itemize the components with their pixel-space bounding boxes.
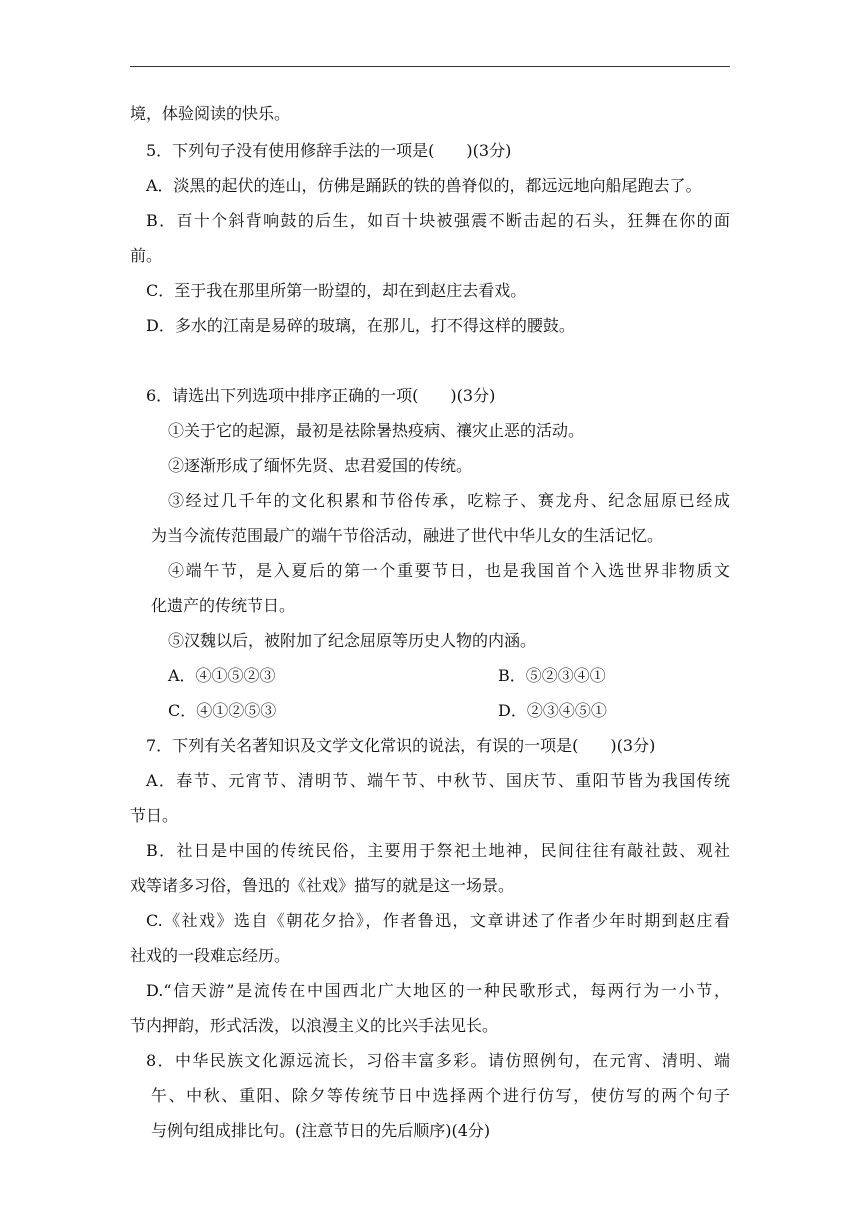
question-6-stem: 6．请选出下列选项中排序正确的一项( )(3分) [146, 386, 496, 405]
question-7-option-c-cont: 社戏的一段难忘经历。 [130, 946, 291, 965]
question-8-stem: 8．中华民族文化源远流长，习俗丰富多彩。请仿照例句，在元宵、清明、端 [146, 1051, 730, 1070]
question-6-item-3-cont: 为当今流传范围最广的端午节俗活动，融进了世代中华儿女的生活记忆。 [151, 526, 664, 545]
question-6-item-1: ①关于它的起源，最初是祛除暑热疫病、禳灾止恶的活动。 [168, 421, 585, 440]
question-5-option-a: A．淡黑的起伏的连山，仿佛是踊跃的铁的兽脊似的，都远远地向船尾跑去了。 [146, 176, 702, 195]
text-line: 境，体验阅读的快乐。 [130, 104, 291, 123]
question-8-stem-cont-2: 与例句组成排比句。(注意节日的先后顺序)(4分) [151, 1121, 491, 1140]
question-7-stem: 7．下列有关名著知识及文学文化常识的说法，有误的一项是( )(3分) [146, 736, 656, 755]
question-6-option-a: A．④①⑤②③ [168, 666, 276, 685]
question-6-item-3: ③经过几千年的文化积累和节俗传承，吃粽子、赛龙舟、纪念屈原已经成 [168, 491, 730, 510]
question-6-option-b: B．⑤②③④① [498, 666, 606, 685]
question-5-option-c: C．至于我在那里所第一盼望的，却在到赵庄去看戏。 [146, 281, 527, 300]
question-6-item-4-cont: 化遗产的传统节日。 [151, 596, 296, 615]
question-5-option-b: B．百十个斜背响鼓的后生，如百十块被强震不断击起的石头，狂舞在你的面 [146, 211, 730, 230]
question-6-option-c: C．④①②⑤③ [168, 701, 277, 720]
question-7-option-b-cont: 戏等诸多习俗，鲁迅的《社戏》描写的就是这一场景。 [130, 876, 515, 895]
question-5-option-b-cont: 前。 [130, 246, 163, 265]
question-7-option-c: C.《社戏》选自《朝花夕拾》，作者鲁迅，文章讲述了作者少年时期到赵庄看 [146, 911, 730, 930]
question-7-option-d: D.“信天游”是流传在中国西北广大地区的一种民歌形式，每两行为一小节， [146, 981, 730, 1000]
question-6-option-d: D．②③④⑤① [498, 701, 607, 720]
question-6-item-2: ②逐渐形成了缅怀先贤、忠君爱国的传统。 [168, 456, 473, 475]
question-7-option-a: A．春节、元宵节、清明节、端午节、中秋节、国庆节、重阳节皆为我国传统 [146, 771, 730, 790]
header-rule [130, 66, 730, 67]
question-7-option-b: B．社日是中国的传统民俗，主要用于祭祀土地神，民间往往有敲社鼓、观社 [146, 841, 730, 860]
question-8-stem-cont: 午、中秋、重阳、除夕等传统节日中选择两个进行仿写，使仿写的两个句子 [151, 1086, 730, 1105]
question-5-stem: 5．下列句子没有使用修辞手法的一项是( )(3分) [146, 141, 512, 160]
question-6-item-5: ⑤汉魏以后，被附加了纪念屈原等历史人物的内涵。 [168, 631, 537, 650]
question-6-item-4: ④端午节，是入夏后的第一个重要节日，也是我国首个入选世界非物质文 [168, 561, 730, 580]
question-7-option-d-cont: 节内押韵，形式活泼，以浪漫主义的比兴手法见长。 [130, 1016, 499, 1035]
question-5-option-d: D．多水的江南是易碎的玻璃，在那儿，打不得这样的腰鼓。 [146, 316, 575, 335]
question-7-option-a-cont: 节日。 [130, 806, 179, 825]
